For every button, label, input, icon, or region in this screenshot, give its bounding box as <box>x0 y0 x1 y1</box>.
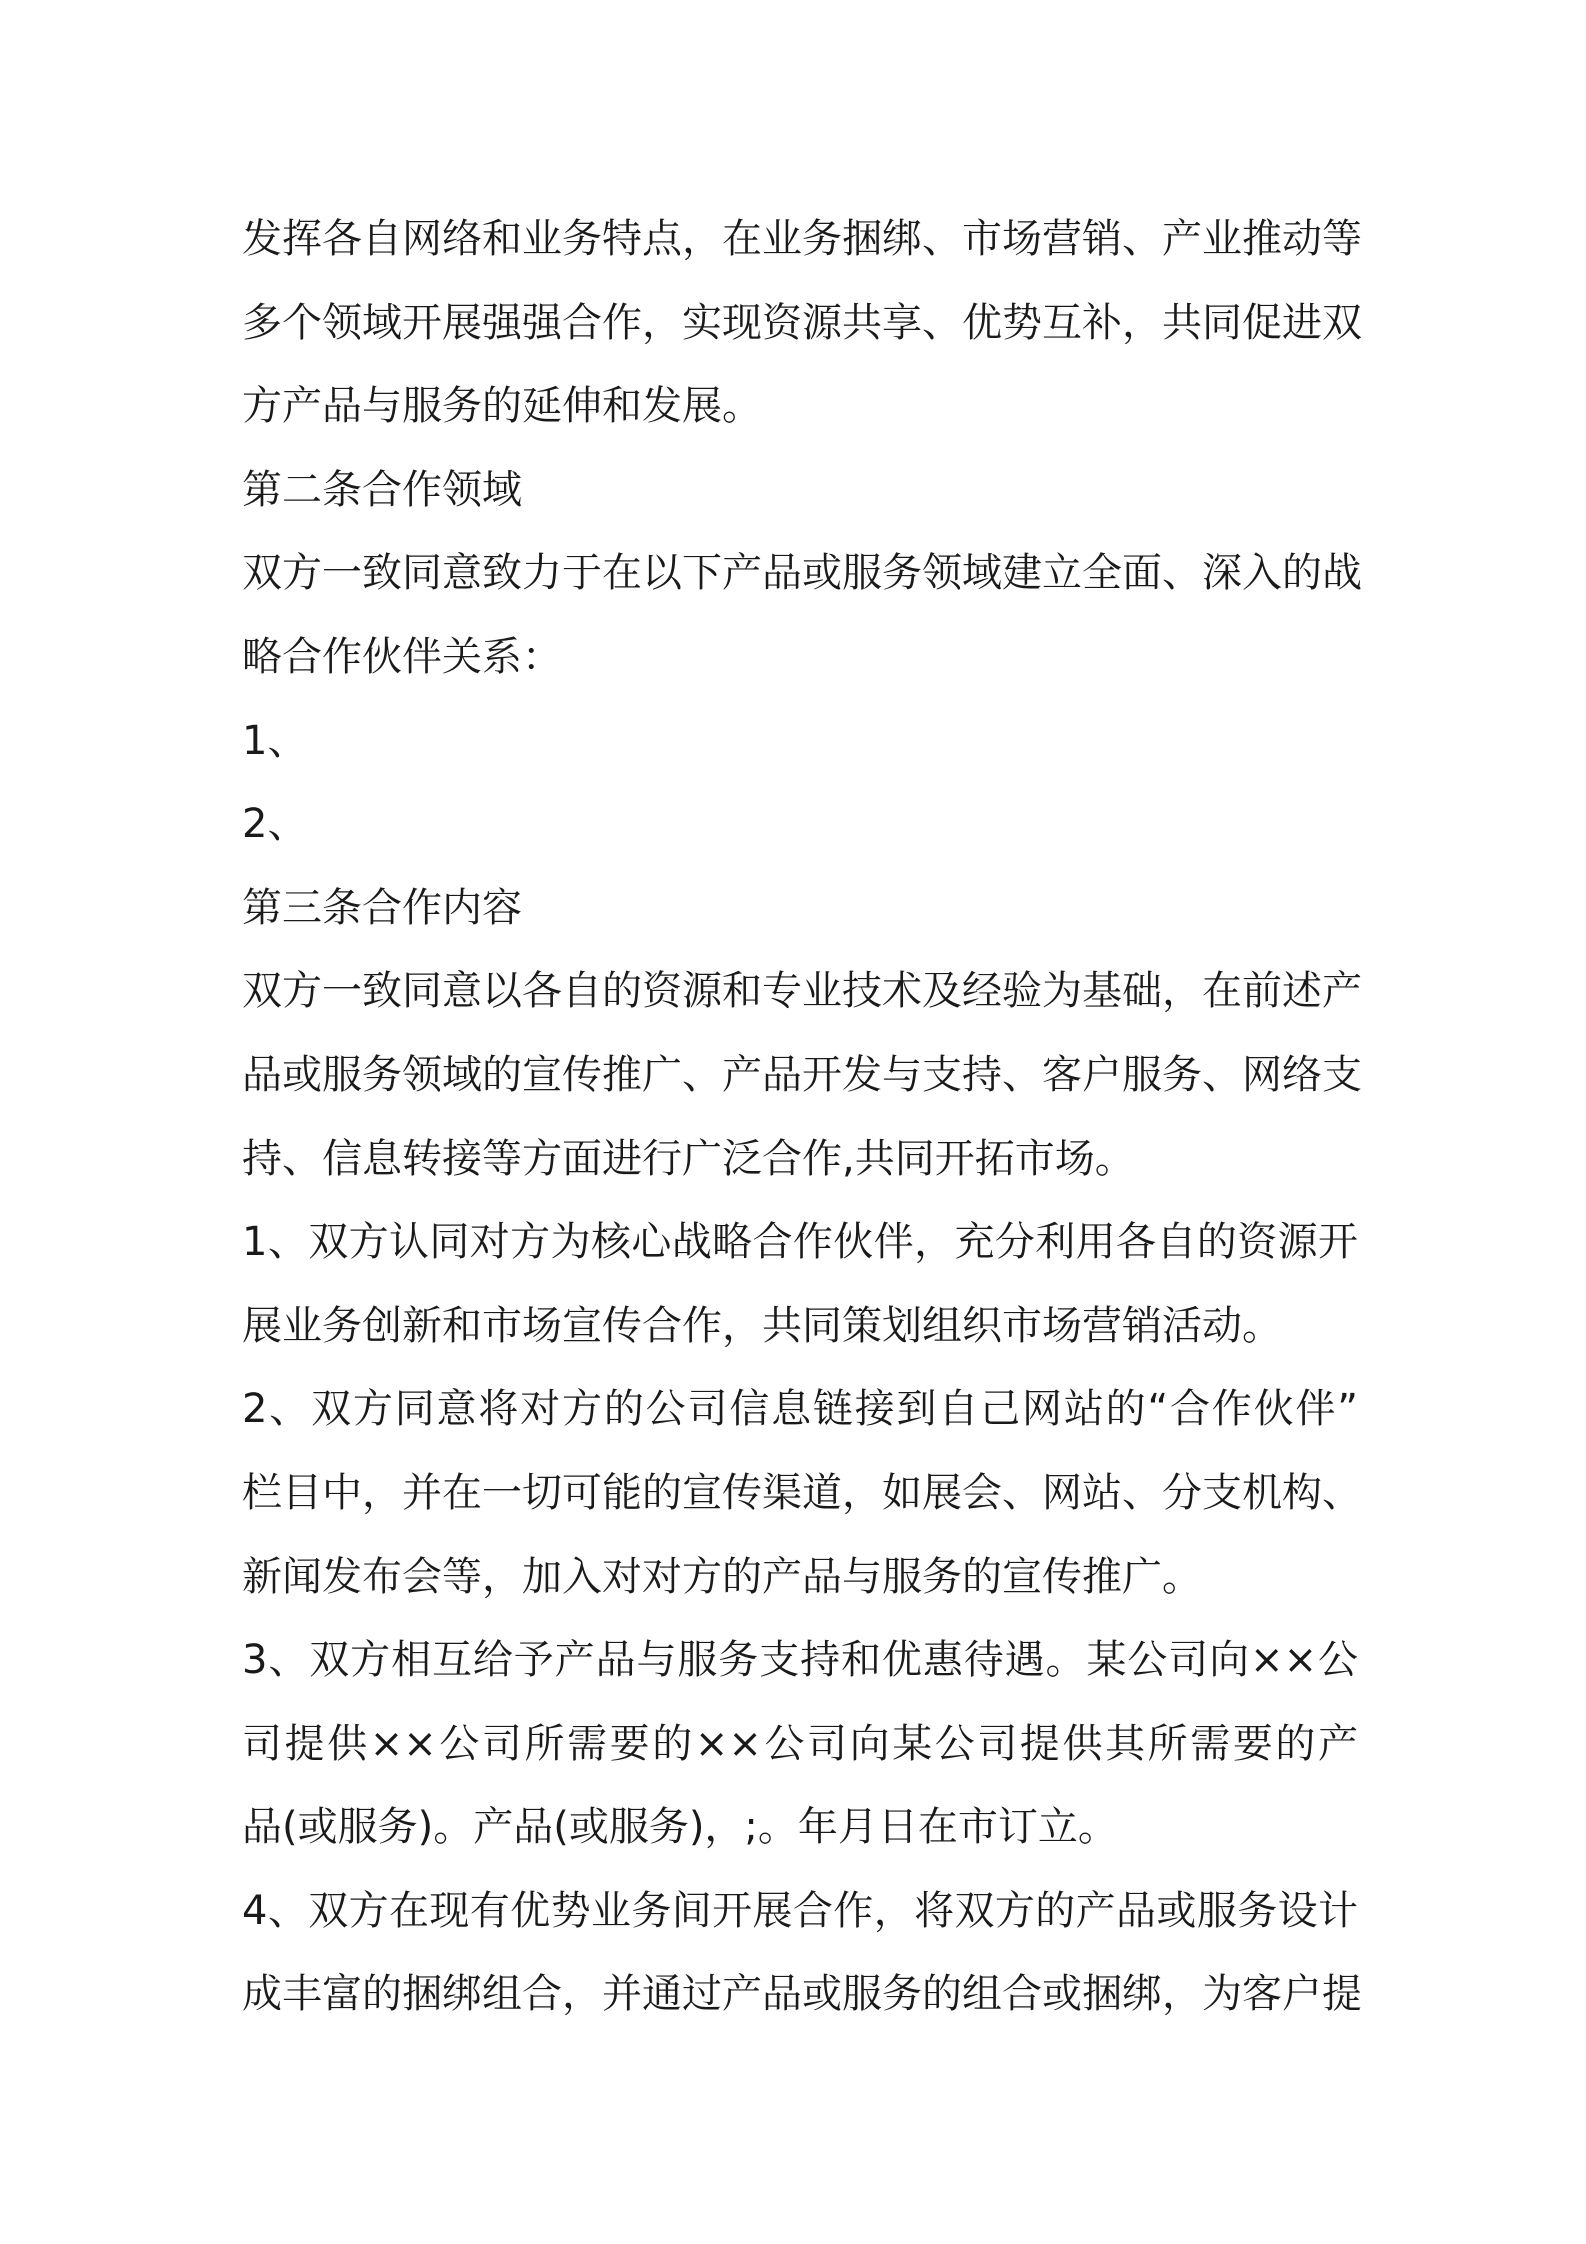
text-line-15: 2、双方同意将对方的公司信息链接到自己网站的“合作伙伴” <box>242 1386 1358 1433</box>
list-item-1: 1、 <box>242 717 308 764</box>
text-line-14: 展业务创新和市场宣传合作，共同策划组织市场营销活动。 <box>242 1302 1282 1349</box>
text-line-6: 略合作伙伴关系： <box>242 633 562 680</box>
text-line-21: 4、双方在现有优势业务间开展合作，将双方的产品或服务设计 <box>242 1887 1358 1934</box>
text-line-10: 双方一致同意以各自的资源和专业技术及经验为基础，在前述产 <box>242 968 1362 1015</box>
text-line-17: 新闻发布会等，加入对对方的产品与服务的宣传推广。 <box>242 1553 1202 1600</box>
document-body <box>242 198 1362 2037</box>
list-item-2: 2、 <box>242 801 308 848</box>
text-line-20: 品(或服务)。产品(或服务)，;。年月日在市订立。 <box>242 1804 1118 1851</box>
section-heading-3: 第三条合作内容 <box>242 884 522 931</box>
text-line-5: 双方一致同意致力于在以下产品或服务领域建立全面、深入的战 <box>242 550 1362 597</box>
text-line-13: 1、双方认同对方为核心战略合作伙伴，充分利用各自的资源开 <box>242 1219 1358 1266</box>
text-line-11: 品或服务领域的宣传推广、产品开发与支持、客户服务、网络支 <box>242 1051 1362 1098</box>
text-line-18: 3、双方相互给予产品与服务支持和优惠待遇。某公司向××公 <box>242 1637 1358 1684</box>
text-line-16: 栏目中，并在一切可能的宣传渠道，如展会、网站、分支机构、 <box>242 1469 1362 1516</box>
text-line-19: 司提供××公司所需要的××公司向某公司提供其所需要的产 <box>242 1720 1358 1767</box>
text-line-2: 多个领域开展强强合作，实现资源共享、优势互补，共同促进双 <box>242 299 1362 346</box>
text-line-3: 方产品与服务的延伸和发展。 <box>242 383 762 430</box>
section-heading-2: 第二条合作领域 <box>242 466 522 513</box>
text-line-12: 持、信息转接等方面进行广泛合作,共同开拓市场。 <box>242 1135 1135 1182</box>
text-line-22: 成丰富的捆绑组合，并通过产品或服务的组合或捆绑，为客户提 <box>242 1971 1362 2018</box>
text-line-1: 发挥各自网络和业务特点，在业务捆绑、市场营销、产业推动等 <box>242 216 1362 262</box>
